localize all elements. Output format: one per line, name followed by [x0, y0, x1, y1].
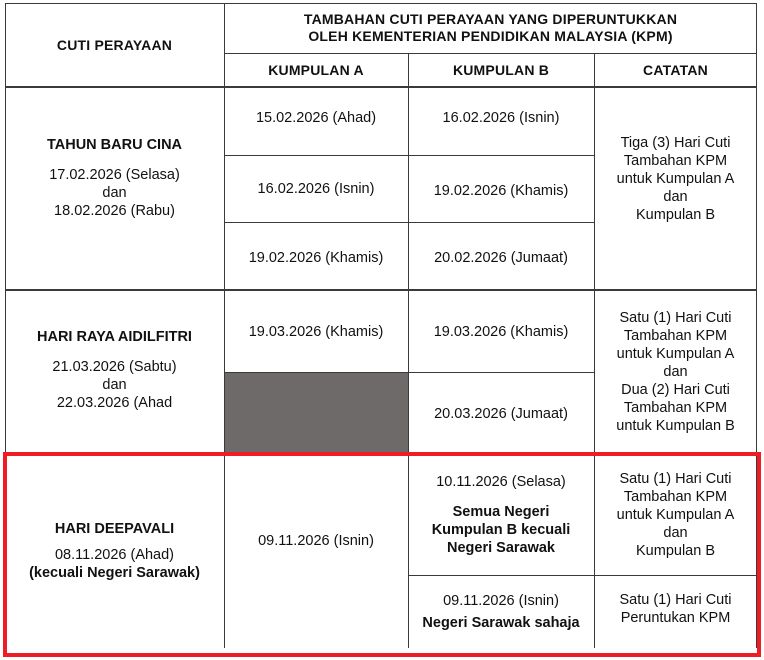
deepavali-b-1-date: 10.11.2026 (Selasa) — [436, 473, 566, 490]
cny-note-line1: Tiga (3) Hari Cuti — [620, 134, 731, 151]
header-catatan — [594, 53, 757, 87]
header-kumpulan-a — [224, 53, 408, 87]
cny-b-3 — [408, 223, 594, 289]
cny-title: TAHUN BARU CINA — [46, 136, 183, 153]
deepavali-note2-line2: Peruntukan KPM — [620, 610, 731, 626]
header-cuti-perayaan — [5, 3, 224, 87]
deepavali-a-1 — [224, 454, 408, 648]
deepavali-note-2 — [594, 576, 757, 648]
cny-a-3-text: 19.02.2026 (Khamis) — [248, 250, 384, 266]
deepavali-note1-line4: dan — [663, 524, 688, 541]
header-tambahan-line1: TAMBAHAN CUTI PERAYAAN YANG DIPERUNTUKKAN — [303, 11, 678, 27]
raya-holiday-cell — [5, 291, 224, 452]
header-tambahan-line2: OLEH KEMENTERIAN PENDIDIKAN MALAYSIA (KPM) — [308, 28, 673, 44]
deepavali-b-1-line2: Kumpulan B kecuali — [431, 521, 571, 538]
cny-a-2-text: 16.02.2026 (Isnin) — [257, 181, 375, 197]
deepavali-except: (kecuali Negeri Sarawak) — [29, 565, 200, 581]
raya-dan: dan — [102, 376, 127, 393]
cny-note — [594, 88, 757, 289]
deepavali-b-2-bold: Negeri Sarawak sahaja — [422, 615, 580, 631]
deepavali-note1-line5: Kumpulan B — [636, 542, 715, 559]
raya-b-2 — [408, 373, 594, 452]
cny-b-1 — [408, 88, 594, 155]
deepavali-b-1-line1: Semua Negeri — [452, 503, 550, 520]
raya-note-line5: Dua (2) Hari Cuti — [621, 381, 730, 398]
deepavali-b-2 — [408, 576, 594, 648]
cny-date2: 18.02.2026 (Rabu) — [54, 202, 175, 219]
raya-note — [594, 291, 757, 452]
cny-note-line3: untuk Kumpulan A — [616, 170, 735, 187]
cny-b-3-text: 20.02.2026 (Jumaat) — [434, 250, 568, 266]
cny-b-1-text: 16.02.2026 (Isnin) — [442, 109, 560, 126]
raya-date2: 22.03.2026 (Ahad — [56, 394, 173, 411]
header-kumpulan-b-label: KUMPULAN B — [452, 61, 550, 78]
cny-note-line5: Kumpulan B — [636, 206, 715, 223]
raya-b-2-text: 20.03.2026 (Jumaat) — [434, 405, 568, 422]
deepavali-note1-line3: untuk Kumpulan A — [616, 506, 735, 523]
deepavali-note-1 — [594, 454, 757, 575]
raya-a-1 — [224, 291, 408, 372]
deepavali-note1-line1: Satu (1) Hari Cuti — [619, 470, 732, 487]
cny-holiday-cell — [5, 88, 224, 289]
raya-b-1 — [408, 291, 594, 372]
header-catatan-label: CATATAN — [643, 61, 708, 78]
cny-a-1-text: 15.02.2026 (Ahad) — [255, 109, 377, 126]
header-cuti-perayaan-label: CUTI PERAYAAN — [56, 36, 173, 53]
raya-date1: 21.03.2026 (Sabtu) — [52, 358, 177, 375]
header-kumpulan-b — [408, 53, 594, 87]
cny-date1: 17.02.2026 (Selasa) — [49, 166, 180, 183]
raya-a-1-text: 19.03.2026 (Khamis) — [248, 323, 384, 340]
cny-a-1 — [224, 88, 408, 155]
deepavali-note2-line1: Satu (1) Hari Cuti — [619, 592, 732, 608]
raya-note-line3: untuk Kumpulan A — [616, 345, 735, 362]
header-kumpulan-a-label: KUMPULAN A — [268, 61, 364, 78]
deepavali-b-1-line3: Negeri Sarawak — [446, 539, 555, 556]
deepavali-note1-line2: Tambahan KPM — [623, 488, 728, 505]
cny-b-2 — [408, 156, 594, 222]
deepavali-holiday-cell — [5, 454, 224, 648]
deepavali-date1: 08.11.2026 (Ahad) — [54, 547, 175, 563]
header-tambahan — [224, 3, 757, 53]
raya-note-line1: Satu (1) Hari Cuti — [619, 309, 732, 326]
deepavali-b-1 — [408, 454, 594, 575]
cny-a-2 — [224, 156, 408, 222]
cny-dan: dan — [102, 184, 127, 201]
raya-b-1-text: 19.03.2026 (Khamis) — [433, 323, 569, 340]
cny-b-2-text: 19.02.2026 (Khamis) — [433, 183, 569, 199]
deepavali-title: HARI DEEPAVALI — [54, 521, 175, 537]
raya-note-line7: untuk Kumpulan B — [616, 417, 735, 434]
raya-title: HARI RAYA AIDILFITRI — [37, 328, 192, 345]
raya-note-line4: dan — [663, 363, 688, 380]
raya-a-shaded-cell — [225, 373, 408, 452]
cny-a-3 — [224, 223, 408, 289]
raya-note-line2: Tambahan KPM — [623, 327, 728, 344]
cny-note-line4: dan — [663, 188, 688, 205]
deepavali-a-1-text: 09.11.2026 (Isnin) — [258, 533, 374, 549]
cny-note-line2: Tambahan KPM — [623, 152, 728, 169]
deepavali-b-2-date: 09.11.2026 (Isnin) — [443, 593, 559, 609]
raya-note-line6: Tambahan KPM — [623, 399, 728, 416]
